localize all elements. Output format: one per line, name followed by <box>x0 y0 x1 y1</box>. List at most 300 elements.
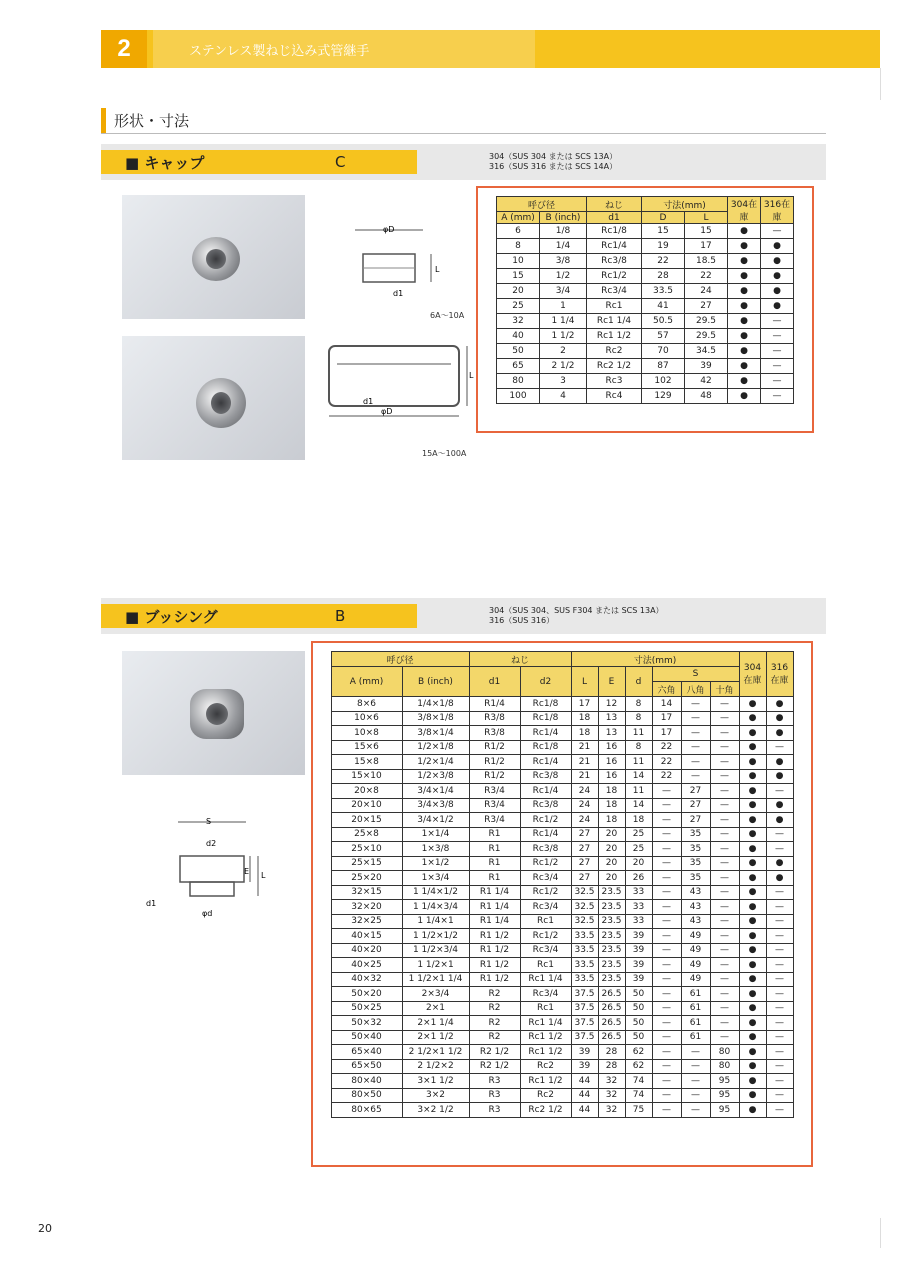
cap-cell: ● <box>728 314 761 329</box>
bushing-table-row <box>331 740 793 755</box>
bushing-label-box <box>101 604 417 628</box>
bushing-cell: ● <box>739 1045 766 1060</box>
bushing-cell: ● <box>739 798 766 813</box>
cap-l-label-large: L <box>469 371 474 380</box>
bushing-cell: — <box>652 813 681 828</box>
bushing-cell: — <box>710 827 739 842</box>
bushing-cell: R3/4 <box>469 813 520 828</box>
bushing-cell: 23.5 <box>598 885 625 900</box>
bushing-cell: 50×40 <box>331 1030 402 1045</box>
bushing-table-body <box>331 697 793 1118</box>
bushing-cell: ● <box>739 1103 766 1118</box>
bushing-cell: 32.5 <box>571 900 598 915</box>
bushing-th-hex: 六角 <box>652 682 681 697</box>
bushing-cell: 50×25 <box>331 1001 402 1016</box>
bushing-cell: Rc2 <box>520 1059 571 1074</box>
bushing-cell: — <box>710 987 739 1002</box>
bushing-cell: — <box>681 769 710 784</box>
cap-table-row <box>497 254 794 269</box>
cap-cell: 87 <box>642 359 685 374</box>
bushing-cell: — <box>710 813 739 828</box>
bushing-cell: — <box>766 943 793 958</box>
bushing-cell: 32 <box>598 1103 625 1118</box>
bushing-cell: 3/4×3/8 <box>402 798 469 813</box>
bushing-cell: 15×8 <box>331 755 402 770</box>
bushing-cell: — <box>652 1088 681 1103</box>
bushing-table-row <box>331 842 793 857</box>
bushing-cell: R1 <box>469 856 520 871</box>
cap-table-row <box>497 224 794 239</box>
bushing-th-e: E <box>598 667 625 697</box>
bushing-cell: 80×65 <box>331 1103 402 1118</box>
bushing-cell: — <box>710 885 739 900</box>
header-divider <box>880 68 881 100</box>
bushing-cell: 50×32 <box>331 1016 402 1031</box>
bushing-cell: 33 <box>625 885 652 900</box>
chapter-number: 2 <box>101 30 147 68</box>
cap-cell: 19 <box>642 239 685 254</box>
cap-phi-d-label-large: φD <box>381 407 393 416</box>
bushing-cell: ● <box>739 958 766 973</box>
cap-drawing-small <box>345 222 455 302</box>
bushing-cell: 1×3/8 <box>402 842 469 857</box>
cap-l-label-small: L <box>435 265 440 274</box>
bushing-cell: 27 <box>681 784 710 799</box>
cap-d1-label-small: d1 <box>393 289 404 298</box>
bushing-cell: ● <box>766 755 793 770</box>
cap-th-d: D <box>642 212 685 224</box>
bushing-cell: ● <box>739 697 766 712</box>
bushing-cell: ● <box>739 1059 766 1074</box>
cap-cell: Rc3/8 <box>587 254 642 269</box>
bushing-cell: 35 <box>681 871 710 886</box>
bushing-cell: ● <box>739 1016 766 1031</box>
cap-cell: 1/2 <box>540 269 587 284</box>
bushing-cell: 65×50 <box>331 1059 402 1074</box>
cap-th-b: B (inch) <box>540 212 587 224</box>
bushing-cell: R2 <box>469 987 520 1002</box>
bushing-cell: 18 <box>598 813 625 828</box>
bushing-cell: Rc1 1/2 <box>520 1045 571 1060</box>
bushing-thread-outline <box>190 882 234 896</box>
bushing-cell: — <box>710 929 739 944</box>
bushing-cell: 27 <box>571 871 598 886</box>
cap-cell: 102 <box>642 374 685 389</box>
bushing-cell: 14 <box>625 798 652 813</box>
bushing-cell: Rc1/2 <box>520 885 571 900</box>
bushing-cell: 27 <box>571 842 598 857</box>
bushing-cell: ● <box>766 769 793 784</box>
cap-table-row <box>497 329 794 344</box>
bushing-cell: — <box>766 900 793 915</box>
bushing-cell: 13 <box>598 711 625 726</box>
cap-cell: Rc1 1/2 <box>587 329 642 344</box>
cap-cell: 6 <box>497 224 540 239</box>
bushing-cell: 50 <box>625 1001 652 1016</box>
cap-cell: Rc3/4 <box>587 284 642 299</box>
bushing-cell: 20 <box>598 827 625 842</box>
bushing-cell: 27 <box>681 798 710 813</box>
bushing-cell: 80×40 <box>331 1074 402 1089</box>
bushing-cell: 33.5 <box>571 972 598 987</box>
bushing-cell: 26.5 <box>598 987 625 1002</box>
cap-bore-large <box>211 392 231 414</box>
bushing-cell: 35 <box>681 827 710 842</box>
cap-cell: ● <box>728 299 761 314</box>
bushing-table-box <box>311 641 813 1167</box>
bushing-cell: — <box>681 740 710 755</box>
cap-cell: ● <box>728 224 761 239</box>
bushing-cell: — <box>710 958 739 973</box>
bushing-cell: — <box>766 972 793 987</box>
bushing-th-dims: 寸法(mm) <box>571 652 739 667</box>
bushing-cell: ● <box>739 1074 766 1089</box>
bushing-phi-d-label: φd <box>202 909 213 918</box>
cap-cell: ● <box>728 389 761 404</box>
cap-cell: 25 <box>497 299 540 314</box>
cap-fitting-image-large <box>196 378 246 428</box>
bushing-cell: 18 <box>625 813 652 828</box>
bushing-cell: R1 1/2 <box>469 943 520 958</box>
bushing-cell: Rc1/8 <box>520 711 571 726</box>
bushing-cell: — <box>652 900 681 915</box>
bushing-cell: R1 <box>469 871 520 886</box>
bushing-cell: — <box>710 842 739 857</box>
bushing-cell: 80 <box>710 1045 739 1060</box>
bushing-cell: — <box>681 726 710 741</box>
cap-table-body <box>497 224 794 404</box>
cap-cell: Rc1 <box>587 299 642 314</box>
bushing-cell: 43 <box>681 885 710 900</box>
bushing-cell: ● <box>739 1030 766 1045</box>
cap-cell: — <box>761 314 794 329</box>
cap-phi-d-label-small: φD <box>383 225 395 234</box>
bushing-table-row <box>331 798 793 813</box>
bushing-cell: — <box>710 972 739 987</box>
bushing-l-label: L <box>261 871 266 880</box>
bushing-cell: Rc1/2 <box>520 929 571 944</box>
bushing-cell: Rc3/8 <box>520 769 571 784</box>
cap-material-304: 304（SUS 304 または SCS 13A） <box>489 152 618 161</box>
bushing-hex-outline <box>180 856 244 882</box>
cap-d1-label-large: d1 <box>363 397 374 406</box>
bushing-cell: 3/4×1/4 <box>402 784 469 799</box>
bushing-cell: — <box>652 914 681 929</box>
bushing-cell: ● <box>739 740 766 755</box>
bushing-cell: 32×20 <box>331 900 402 915</box>
bushing-cell: 16 <box>598 769 625 784</box>
cap-material <box>489 152 617 172</box>
bushing-cell: — <box>681 1074 710 1089</box>
cap-cell: ● <box>728 374 761 389</box>
bushing-table-row <box>331 1001 793 1016</box>
bushing-cell: — <box>766 784 793 799</box>
bushing-cell: 11 <box>625 755 652 770</box>
bushing-table-row <box>331 827 793 842</box>
bushing-cell: Rc1 1/2 <box>520 1074 571 1089</box>
bushing-table <box>331 651 794 1118</box>
bushing-cell: 8 <box>625 740 652 755</box>
bushing-cell: ● <box>739 827 766 842</box>
bushing-cell: R2 1/2 <box>469 1045 520 1060</box>
bushing-cell: — <box>710 1016 739 1031</box>
bushing-code: B <box>335 607 346 625</box>
bushing-fitting-image <box>190 689 244 739</box>
bushing-th-nominal: 呼び径 <box>331 652 469 667</box>
bushing-cell: — <box>710 769 739 784</box>
bushing-cell: 17 <box>652 726 681 741</box>
bushing-table-row <box>331 711 793 726</box>
cap-cell: Rc1/2 <box>587 269 642 284</box>
bushing-cell: 37.5 <box>571 1030 598 1045</box>
bushing-cell: R1 1/4 <box>469 900 520 915</box>
bushing-cell: — <box>710 871 739 886</box>
bushing-cell: 1/2×3/8 <box>402 769 469 784</box>
cap-cell: 10 <box>497 254 540 269</box>
bushing-cell: — <box>652 871 681 886</box>
cap-th-a: A (mm) <box>497 212 540 224</box>
bushing-cell: — <box>652 958 681 973</box>
bushing-cell: 23.5 <box>598 972 625 987</box>
bushing-table-row <box>331 813 793 828</box>
cap-cell: 41 <box>642 299 685 314</box>
bushing-cell: 2×1 1/4 <box>402 1016 469 1031</box>
bushing-cell: 32.5 <box>571 885 598 900</box>
cap-range-large: 15A～100A <box>422 449 467 458</box>
cap-label: ■ キャップ <box>125 153 205 172</box>
bushing-table-row <box>331 1088 793 1103</box>
bushing-cell: 15×10 <box>331 769 402 784</box>
cap-cell: ● <box>761 269 794 284</box>
bushing-cell: — <box>652 972 681 987</box>
bushing-cell: — <box>710 726 739 741</box>
bushing-cell: 17 <box>571 697 598 712</box>
bushing-cell: 1/2×1/4 <box>402 755 469 770</box>
bushing-cell: 23.5 <box>598 900 625 915</box>
bushing-cell: — <box>766 1103 793 1118</box>
bushing-cell: — <box>681 1059 710 1074</box>
bushing-cell: 20 <box>598 856 625 871</box>
bushing-cell: 3/8×1/8 <box>402 711 469 726</box>
bushing-cell: R1/2 <box>469 769 520 784</box>
bushing-cell: 40×15 <box>331 929 402 944</box>
cap-cell: 65 <box>497 359 540 374</box>
bushing-cell: 33 <box>625 900 652 915</box>
bushing-table-row <box>331 900 793 915</box>
cap-range-small: 6A～10A <box>430 311 465 320</box>
bushing-cell: 3×2 <box>402 1088 469 1103</box>
bushing-cell: — <box>652 987 681 1002</box>
bushing-cell: R2 <box>469 1001 520 1016</box>
bushing-cell: 40×32 <box>331 972 402 987</box>
bushing-cell: 37.5 <box>571 1016 598 1031</box>
cap-cell: — <box>761 344 794 359</box>
bushing-th-oct: 八角 <box>681 682 710 697</box>
bushing-cell: 35 <box>681 856 710 871</box>
cap-cell: 50.5 <box>642 314 685 329</box>
bushing-cell: 20×10 <box>331 798 402 813</box>
bushing-cell: 50 <box>625 1030 652 1045</box>
bushing-cell: — <box>710 784 739 799</box>
bushing-cell: 39 <box>625 958 652 973</box>
bushing-cell: Rc1 <box>520 914 571 929</box>
cap-cell: ● <box>728 344 761 359</box>
bushing-cell: R3 <box>469 1088 520 1103</box>
cap-table-row <box>497 374 794 389</box>
bushing-cell: Rc3/8 <box>520 842 571 857</box>
bushing-cell: 8×6 <box>331 697 402 712</box>
bushing-cell: ● <box>766 697 793 712</box>
bushing-cell: R1/2 <box>469 740 520 755</box>
bushing-cell: 20×8 <box>331 784 402 799</box>
cap-cell: 100 <box>497 389 540 404</box>
bushing-cell: ● <box>739 784 766 799</box>
bushing-cell: Rc1/4 <box>520 827 571 842</box>
bushing-cell: 35 <box>681 842 710 857</box>
bushing-cell: 2×3/4 <box>402 987 469 1002</box>
bushing-cell: R1 1/2 <box>469 929 520 944</box>
bushing-cell: — <box>766 1045 793 1060</box>
bushing-cell: 1×3/4 <box>402 871 469 886</box>
bushing-cell: Rc1/4 <box>520 726 571 741</box>
cap-cell: ● <box>761 254 794 269</box>
bushing-cell: 24 <box>571 784 598 799</box>
bushing-cell: — <box>710 798 739 813</box>
bushing-cell: 1×1/4 <box>402 827 469 842</box>
bushing-cell: 12 <box>598 697 625 712</box>
bushing-cell: — <box>766 740 793 755</box>
bushing-cell: 23.5 <box>598 943 625 958</box>
bushing-cell: — <box>766 1030 793 1045</box>
bushing-cell: 23.5 <box>598 929 625 944</box>
bushing-cell: ● <box>739 929 766 944</box>
bushing-s-label: S <box>206 817 212 826</box>
bushing-cell: ● <box>739 769 766 784</box>
bushing-cell: — <box>652 1103 681 1118</box>
bushing-cell: — <box>652 885 681 900</box>
bushing-cell: 50 <box>625 987 652 1002</box>
bushing-cell: 26.5 <box>598 1030 625 1045</box>
bushing-cell: R3/8 <box>469 711 520 726</box>
bushing-cell: 25 <box>625 842 652 857</box>
cap-cell: 27 <box>685 299 728 314</box>
bushing-cell: 28 <box>598 1059 625 1074</box>
cap-cell: 2 <box>540 344 587 359</box>
bushing-cell: 22 <box>652 755 681 770</box>
bushing-cell: — <box>681 755 710 770</box>
bushing-cell: 18 <box>571 711 598 726</box>
bushing-material <box>489 606 664 626</box>
cap-th-304: 304在庫 <box>728 197 761 224</box>
cap-cell: ● <box>761 239 794 254</box>
bushing-th-a: A (mm) <box>331 667 402 697</box>
bushing-table-row <box>331 726 793 741</box>
bushing-cell: ● <box>739 842 766 857</box>
bushing-cell: Rc1/8 <box>520 697 571 712</box>
bushing-cell: R1 1/2 <box>469 972 520 987</box>
bushing-cell: — <box>710 900 739 915</box>
bushing-cell: 20×15 <box>331 813 402 828</box>
bushing-cell: — <box>766 914 793 929</box>
cap-cell: 42 <box>685 374 728 389</box>
bushing-table-row <box>331 1059 793 1074</box>
bushing-cell: R1 1/4 <box>469 914 520 929</box>
bushing-cell: — <box>652 1001 681 1016</box>
section-divider <box>101 133 826 134</box>
bushing-label: ■ ブッシング <box>125 607 218 626</box>
bushing-cell: 18 <box>571 726 598 741</box>
bushing-cell: 3/4×1/2 <box>402 813 469 828</box>
bushing-cell: 20 <box>598 871 625 886</box>
cap-cell: — <box>761 389 794 404</box>
cap-cell: 17 <box>685 239 728 254</box>
bushing-cell: ● <box>739 972 766 987</box>
cap-th-316: 316在庫 <box>761 197 794 224</box>
bushing-cell: Rc1/4 <box>520 755 571 770</box>
bushing-cell: 80 <box>710 1059 739 1074</box>
bushing-cell: ● <box>739 856 766 871</box>
bushing-cell: ● <box>739 755 766 770</box>
cap-table-row <box>497 359 794 374</box>
bushing-cell: R1 <box>469 842 520 857</box>
bushing-cell: — <box>710 755 739 770</box>
bushing-cell: — <box>652 1059 681 1074</box>
bushing-cell: 8 <box>625 697 652 712</box>
cap-band <box>101 144 826 180</box>
cap-cell: ● <box>728 254 761 269</box>
bushing-cell: Rc3/8 <box>520 798 571 813</box>
bushing-cell: ● <box>766 856 793 871</box>
cap-cell: 80 <box>497 374 540 389</box>
bushing-cell: R3 <box>469 1074 520 1089</box>
cap-cell: 40 <box>497 329 540 344</box>
bushing-cell: — <box>710 1001 739 1016</box>
cap-cell: 34.5 <box>685 344 728 359</box>
bushing-cell: — <box>681 1045 710 1060</box>
bushing-cell: ● <box>739 711 766 726</box>
bushing-cell: 74 <box>625 1088 652 1103</box>
bushing-cell: — <box>766 1001 793 1016</box>
cap-table-row <box>497 239 794 254</box>
cap-cell: 29.5 <box>685 314 728 329</box>
bushing-cell: 23.5 <box>598 914 625 929</box>
cap-cell: 22 <box>642 254 685 269</box>
cap-cell: 28 <box>642 269 685 284</box>
bushing-cell: 44 <box>571 1103 598 1118</box>
bushing-cell: 39 <box>625 972 652 987</box>
cap-th-l: L <box>685 212 728 224</box>
bushing-cell: Rc3/4 <box>520 943 571 958</box>
cap-table <box>496 196 794 404</box>
bushing-cell: — <box>652 1016 681 1031</box>
cap-cell: 48 <box>685 389 728 404</box>
cap-cell: 24 <box>685 284 728 299</box>
cap-cell: 15 <box>642 224 685 239</box>
cap-th-nominal: 呼び径 <box>497 197 587 212</box>
bushing-cell: — <box>681 697 710 712</box>
bushing-cell: 33.5 <box>571 958 598 973</box>
bushing-cell: 50×20 <box>331 987 402 1002</box>
bushing-cell: Rc1/2 <box>520 856 571 871</box>
cap-cell: 32 <box>497 314 540 329</box>
bushing-cell: 26.5 <box>598 1016 625 1031</box>
bushing-cell: ● <box>766 798 793 813</box>
bushing-cell: 18 <box>598 784 625 799</box>
cap-cell: 1 <box>540 299 587 314</box>
bushing-cell: ● <box>739 871 766 886</box>
bushing-table-row <box>331 1030 793 1045</box>
chapter-header <box>101 30 880 68</box>
